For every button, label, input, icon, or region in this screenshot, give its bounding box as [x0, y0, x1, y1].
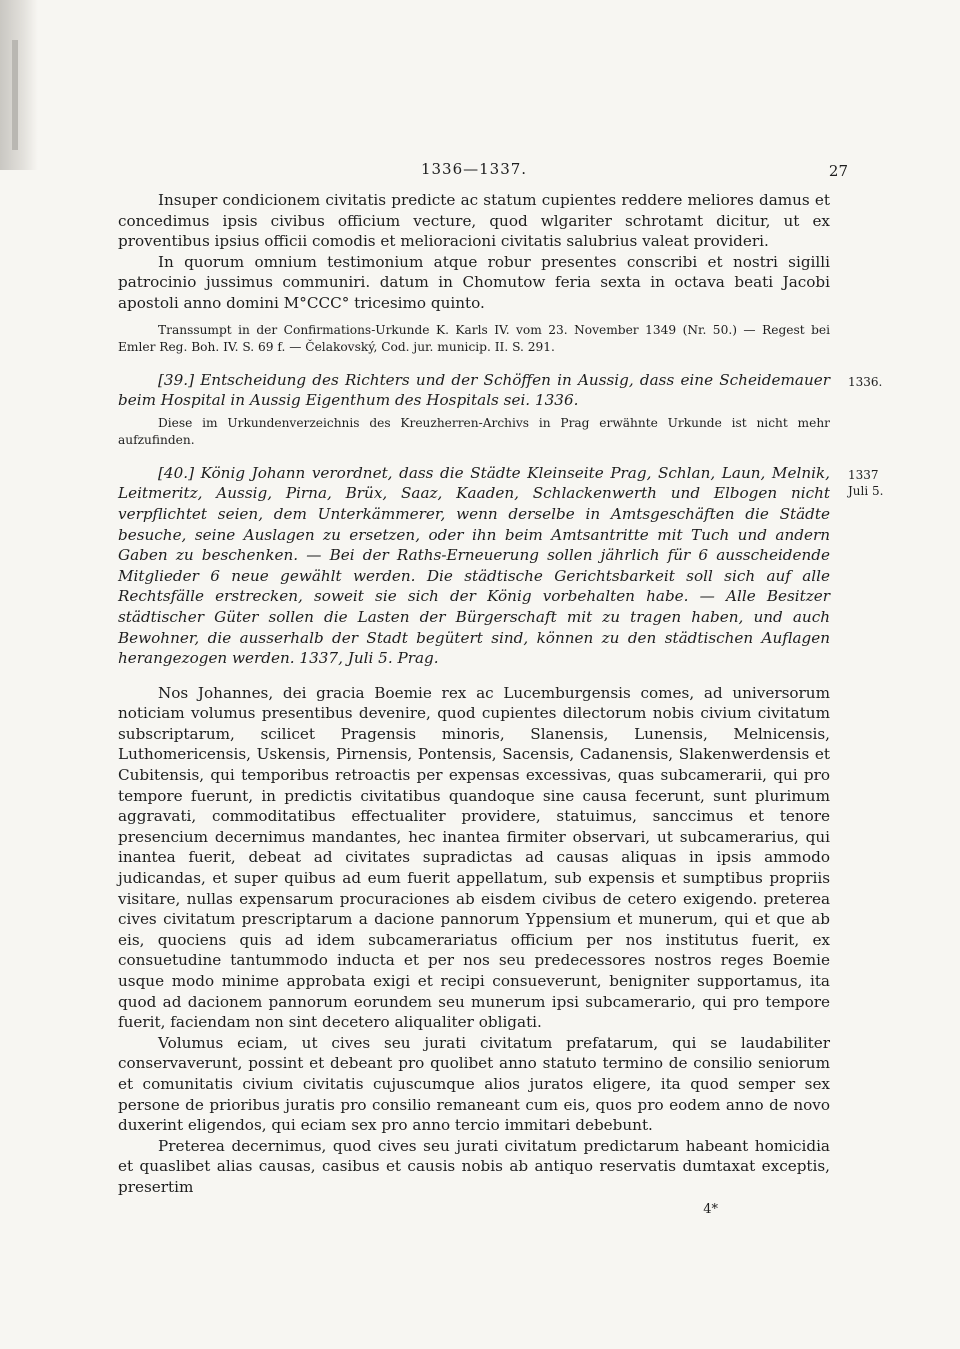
page-number: 27 — [828, 162, 848, 180]
regest-40: [40.] König Johann verordnet, dass die Städte Kleinseite Prag, Schlan, Laun, Melnik, Leitmeritz, Aussig, Pirna, Brüx, Saaz, Kaaden, Schlackenwerth und Elbogen nicht verpflichtet seien, dem Unterkämmerer, wenn derselbe in Amtsgeschäften die Städte besuche, seine Auslagen zu ersetzen, oder ihn beim Amtsantritte mit Tuch und andern Gaben zu beschenken. — Bei der Raths-Erneuerung sollen jährlich für 6 ausscheidende Mitglieder 6 neue gewählt werden. Die städtische Gerichtsbarkeit soll sich auf alle Rechtsfälle erstrecken, soweit sie sich der König vorbehalten habe. — Alle Besitzer städtischer Güter sollen die Lasten der Bürgerschaft mit zu tragen haben, und auch Bewohner, die ausserhalb der Stadt begütert sind, können zu den städtischen Auflagen herangezogen werden. 1337, Juli 5. Prag. — [118, 463, 830, 668]
note-transsumpt: Transsumpt in der Confirmations-Urkunde K. Karls IV. vom 23. November 1349 (Nr. 50.) — Regest bei Emler Reg. Boh. IV. S. 69 f. — Čelakovský, Cod. jur. municip. II. S. 291. — [118, 322, 830, 354]
running-title-years: 1336—1337. — [420, 160, 528, 178]
scan-binding-mark — [12, 40, 18, 150]
margin-year-40: 1337 — [848, 467, 879, 482]
note-39: Diese im Urkundenverzeichnis des Kreuzherren-Archivs in Prag erwähnte Urkunde ist nicht mehr aufzufinden. — [118, 415, 830, 447]
paragraph-volumus: Volumus eciam, ut cives seu jurati civitatum prefatarum, qui se laudabiliter conservaverunt, possint et debeant pro quolibet anno statuto termino de consilio seniorum et comunitatis civium civitatis cujuscumque alios juratos eligere, ita quod semper sex persone de prioribus juratis pro consilio remaneant cum eis, quos pro eodem anno de novo duxerint eligendos, qui eciam sex pro anno tercio immitari debebunt. — [118, 1033, 830, 1135]
paragraph-preterea: Preterea decernimus, quod cives seu jurati civitatum predictarum habeant homicidia et quaslibet alias causas, casibus et causis nobis ab antiquo reservatis dumtaxat exceptis, presertim — [118, 1136, 830, 1196]
page-header — [118, 160, 848, 190]
paragraph-nos-johannes: Nos Johannes, dei gracia Boemie rex ac Lucemburgensis comes, ad universorum noticiam volumus presentibus devenire, quod cupientes dilectorum nobis civium civitatum subscriptarum, scilicet Pragensis minoris, Slanensis, Lunensis, Melnicensis, Luthomericensis, Uskensis, Pirnensis, Pontensis, Sacensis, Cadanensis, Slakenwerdensis et Cubitensis, qui temporibus retroactis per expensas excessivas, quas subcamerarii, qui pro tempore fuerunt, in predictis civitatibus quandoque sine causa fecerunt, sunt plurimum aggravati, commoditatibus effectualiter providere, statuimus, sanccimus et tenore presencium decernimus mandantes, hec inantea firmiter observari, ut subcamerarius, qui inantea fuerit, debeat ad civitates supradictas ad causas aliquas in ipsis ammodo judicandas, et super quibus ad eum fuerit appellatum, sub expensis et sumptibus propriis visitare, nullas expensarum procuraciones ab eisdem civibus de cetero exigendo. preterea cives civitatum prescriptarum a dacione pannorum Yppensium et munerum, qui et que ab eis, quociens quis ad idem subcamerariatus officium per nos institutus fuerit, ex consuetudine tantummodo inducta et per nos seu predecessores nostros reges Boemie usque modo minime approbata exigi et recipi consueverunt, benigniter supportamus, ita quod ad dacionem pannorum eorundem seu munerum ipsi subcamerario, qui pro tempore fuerit, faciendam non sint decetero aliqualiter obligati. — [118, 683, 830, 1032]
regest-39: [39.] Entscheidung des Richters und der Schöffen in Aussig, dass eine Scheidemauer beim Hospital in Aussig Eigenthum des Hospitals sei. 1336. — [118, 370, 830, 410]
margin-date-39: 1336. — [848, 374, 883, 389]
paragraph-in-quorum: In quorum omnium testimonium atque robur presentes conscribi et nostri sigilli patrocinio jussimus communiri. datum in Chomutow feria sexta in octava beati Jacobi apostoli anno domini M°CCC° tricesimo quinto. — [118, 252, 830, 312]
signature-mark: 4* — [703, 1201, 718, 1217]
margin-date-40: Juli 5. — [848, 483, 884, 498]
document-page — [118, 160, 884, 1217]
scan-edge-shadow — [0, 0, 38, 170]
paragraph-insuper: Insuper condicionem civitatis predicte ac statum cupientes reddere meliores damus et concedimus ipsis civibus officium vecture, quod wlgariter schrotamt dicitur, ut ex proventibus ipsius officii comodis et melioracioni civitatis salubrius valeat provideri. — [118, 191, 830, 251]
